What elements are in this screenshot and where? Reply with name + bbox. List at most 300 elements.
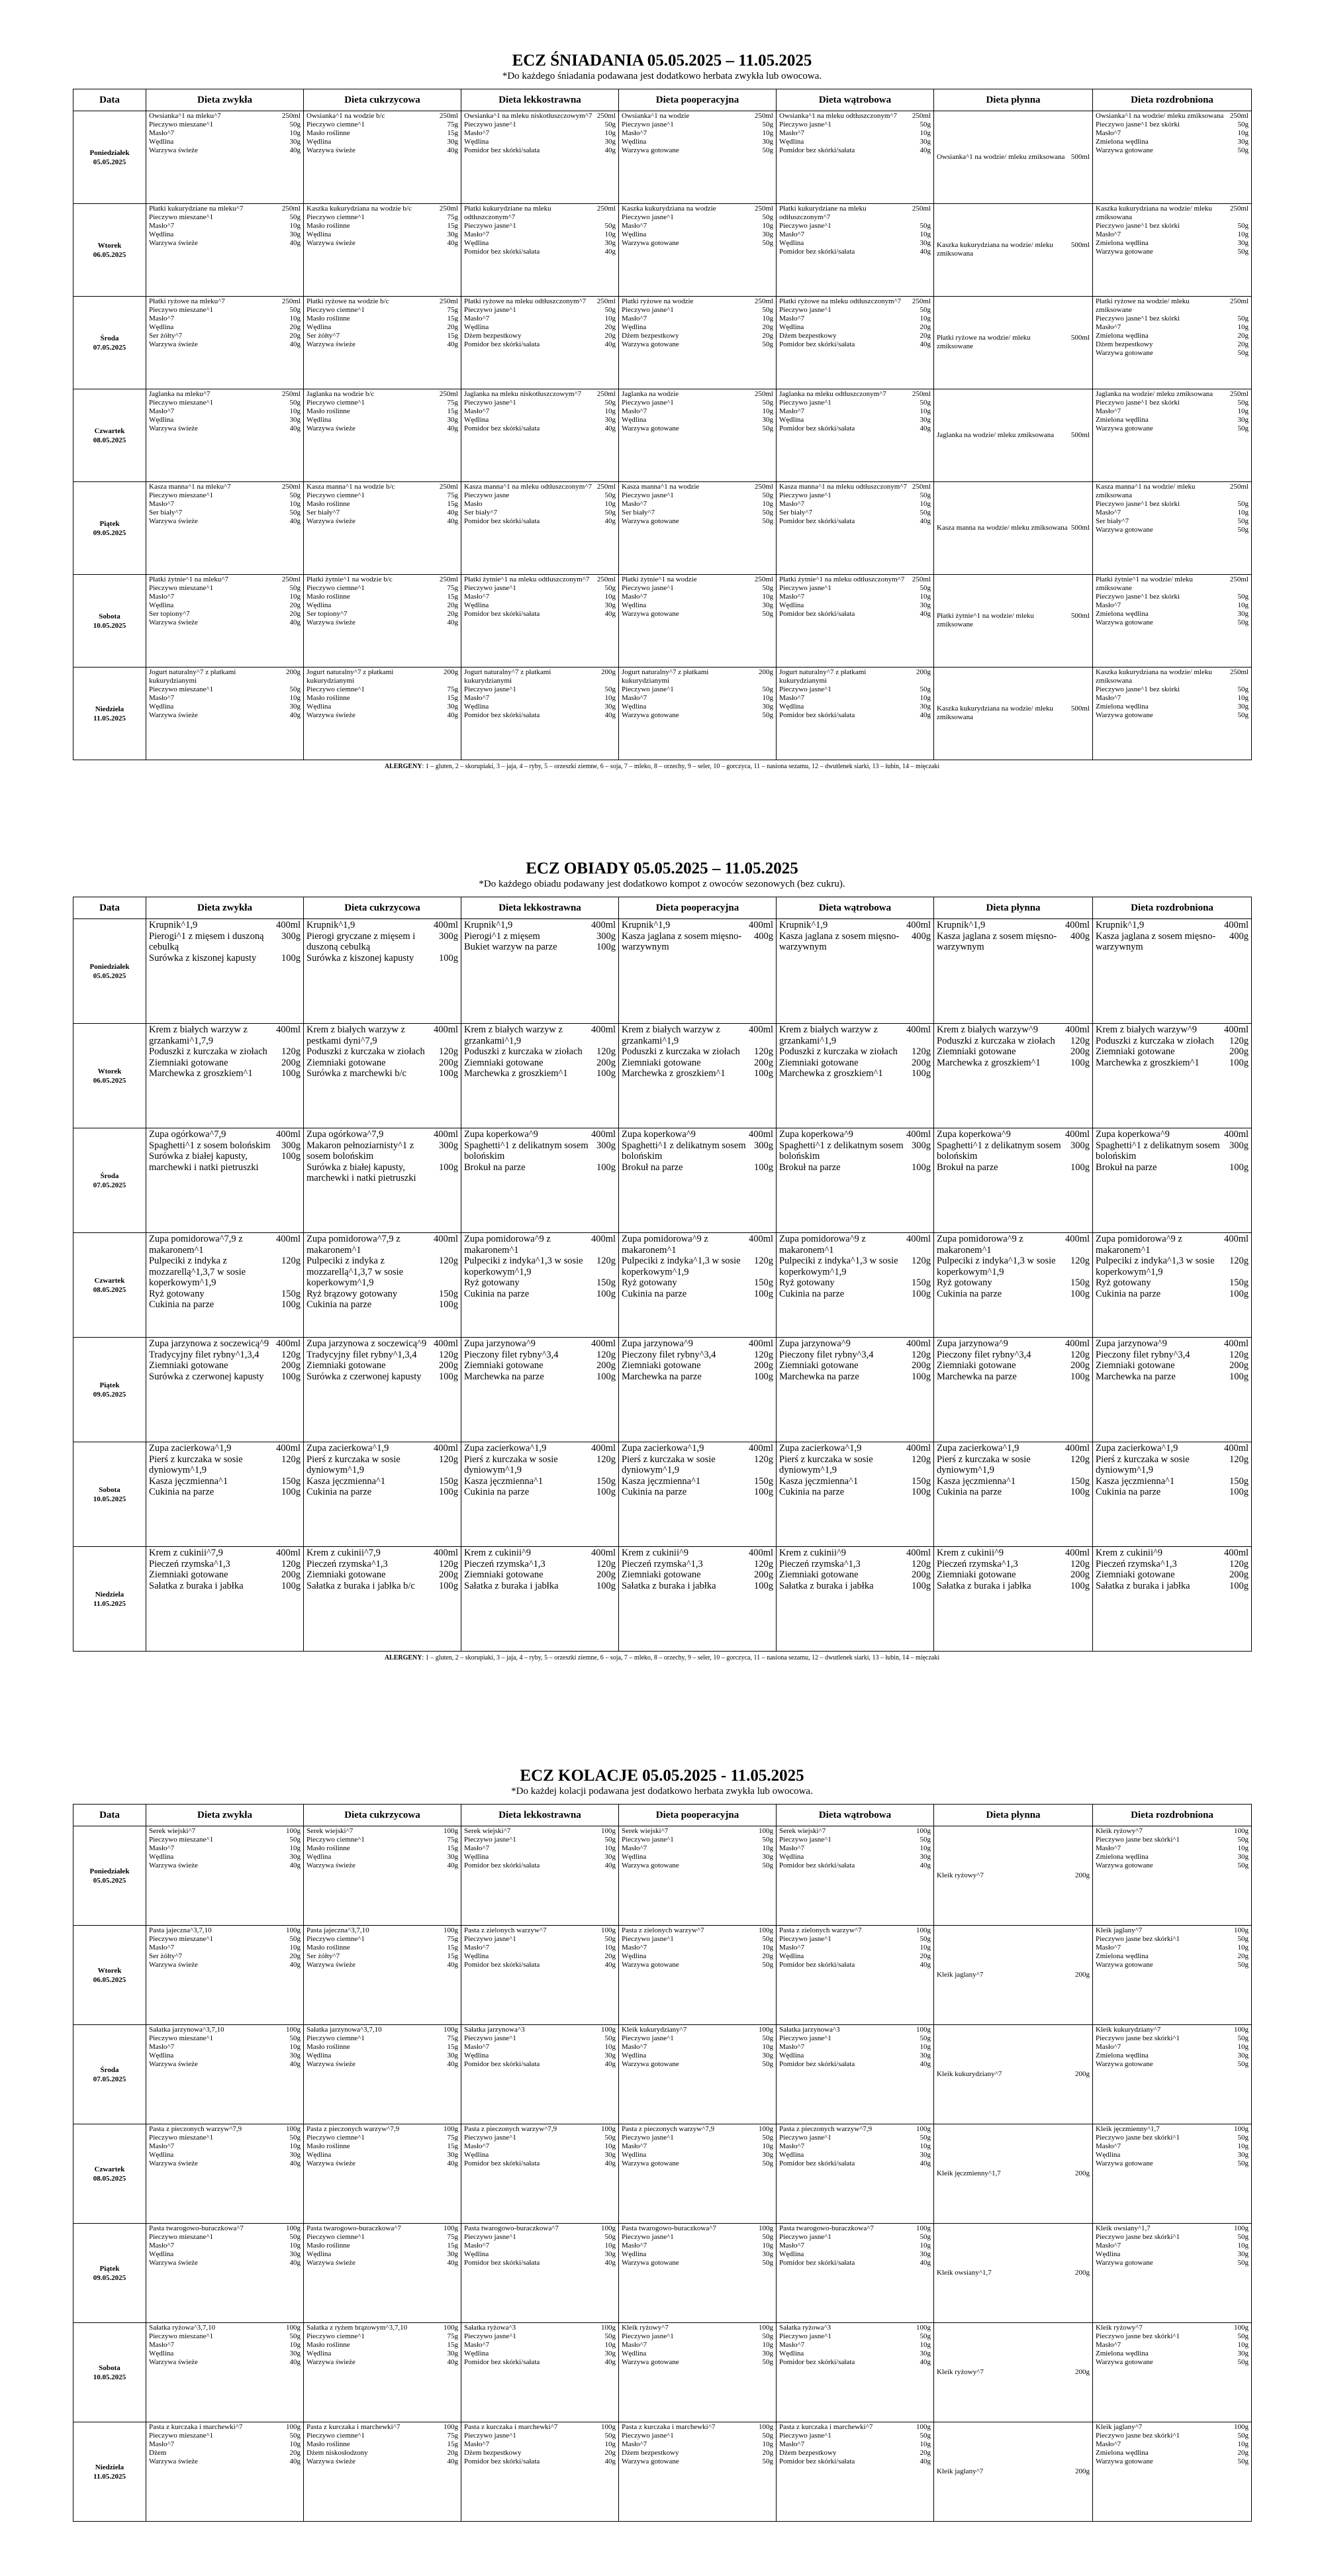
meal-item <box>1096 1836 1249 1844</box>
meal-cell <box>777 1547 934 1652</box>
meal-item <box>464 1289 616 1300</box>
menu-row <box>73 1128 1252 1233</box>
meal-item <box>937 1371 1090 1383</box>
meal-item <box>149 1559 301 1570</box>
meal-item <box>307 619 458 627</box>
meal-item-name: Wędlina <box>149 323 174 331</box>
meal-items <box>149 2324 301 2367</box>
day-cell <box>73 1024 146 1128</box>
meal-item-name: Pieczywo jasne^1 <box>779 306 831 314</box>
meal-item-name: Wędlina <box>149 416 174 424</box>
meal-item-name: Owsianka^1 na mleku odtłuszczonym^7 <box>779 112 898 120</box>
meal-item-quantity: 10g <box>604 2043 616 2051</box>
meal-item <box>307 1961 458 1969</box>
day-cell <box>73 389 146 482</box>
meal-item-name: Masło^7 <box>464 2242 490 2250</box>
meal-item-name: Poduszki z kurczaka w ziołach <box>622 1046 740 1057</box>
meal-item-name: Wędlina <box>464 2350 489 2357</box>
meal-item <box>622 509 773 517</box>
meal-item-quantity: 100g <box>1229 1487 1249 1497</box>
day-date: 05.05.2025 <box>93 971 126 980</box>
meal-item <box>1096 112 1249 121</box>
meal-cell <box>777 668 934 760</box>
meal-item <box>1096 332 1249 340</box>
meal-item-quantity: 20g <box>289 610 301 618</box>
meal-cell <box>777 1024 934 1128</box>
meal-item-name: Pomidor bez skórki/sałata <box>779 2159 855 2167</box>
meal-item-quantity: 100g <box>1234 1926 1249 1934</box>
meal-item-quantity: 50g <box>289 1836 301 1844</box>
meal-item-quantity: 400ml <box>1223 1024 1249 1035</box>
meal-item <box>149 1454 301 1476</box>
meal-item-quantity: 40g <box>289 1861 301 1869</box>
meal-cell <box>146 1826 304 1926</box>
meal-item <box>1096 703 1249 711</box>
meal-item-quantity: 400g <box>1070 930 1090 942</box>
meal-item-quantity: 400ml <box>906 1443 931 1454</box>
meal-item-quantity: 30g <box>1237 2250 1249 2258</box>
meal-items <box>937 1338 1090 1382</box>
meal-cell <box>304 1547 461 1652</box>
meal-item-quantity: 10g <box>762 694 773 702</box>
meal-item <box>307 584 458 593</box>
meal-item <box>622 2457 773 2466</box>
meal-item <box>307 2457 458 2466</box>
meal-item-name: Masło^7 <box>622 694 647 702</box>
meal-cell <box>146 1128 304 1233</box>
meal-cell <box>619 575 777 668</box>
meal-item-name: Kleik ryżowy^7 <box>1096 2324 1143 2332</box>
meal-item <box>1096 1853 1249 1861</box>
day-date: 08.05.2025 <box>93 436 126 444</box>
meal-item-quantity: 50g <box>762 2034 773 2042</box>
meal-item <box>622 390 773 399</box>
meal-item-name: Pieczywo jasne^1 <box>779 1836 831 1844</box>
meal-item-name: Surówka z czerwonej kapusty <box>307 1371 422 1382</box>
meal-item <box>307 1487 458 1498</box>
meal-item-name: Pasta z pieczonych warzyw^7,9 <box>307 2125 400 2133</box>
meal-item-name: Pieczywo jasne^1 <box>779 491 831 499</box>
meal-item <box>149 2052 301 2060</box>
column-header-diet: Dieta wątrobowa <box>777 1805 934 1826</box>
meal-item-name: Warzywa świeże <box>149 517 198 525</box>
meal-item-name: Ziemniaki gotowane <box>937 1046 1016 1057</box>
meal-item <box>779 1371 931 1383</box>
meal-item <box>779 491 931 500</box>
meal-item-quantity: 100g <box>444 2423 458 2431</box>
meal-item-quantity: 200g <box>281 1057 301 1068</box>
meal-item <box>779 248 931 256</box>
column-header-date: Data <box>73 1805 146 1826</box>
meal-item-name: Masło^7 <box>149 2142 175 2150</box>
meal-item <box>779 584 931 593</box>
meal-cell <box>304 297 461 389</box>
meal-item-name: Brokuł na parze <box>779 1162 841 1173</box>
meal-item-quantity: 100g <box>1229 1371 1249 1382</box>
meal-item <box>1096 230 1249 239</box>
meal-item <box>464 222 616 230</box>
meal-items <box>307 112 458 155</box>
meal-cell <box>619 1826 777 1926</box>
meal-item <box>1096 2134 1249 2142</box>
meal-item-name: Masło^7 <box>149 1844 175 1852</box>
meal-cell <box>146 389 304 482</box>
meal-item-quantity: 50g <box>762 584 773 592</box>
meal-item-name: Masło roślinne <box>307 593 350 601</box>
meal-item <box>149 2159 301 2168</box>
meal-item-quantity: 30g <box>604 2350 616 2357</box>
meal-item-quantity: 30g <box>447 2250 458 2258</box>
meal-item-quantity: 40g <box>920 711 931 719</box>
meal-item <box>307 1058 458 1069</box>
meal-item-quantity: 120g <box>1070 1558 1090 1569</box>
meal-item-quantity: 10g <box>920 2440 931 2448</box>
meal-item-name: Ziemniaki gotowane <box>149 1057 228 1068</box>
meal-item-name: Pieczywo jasne^1 <box>622 2332 674 2340</box>
meal-item <box>779 593 931 601</box>
meal-item-name: Wędlina <box>149 2151 174 2159</box>
meal-items <box>622 575 773 619</box>
meal-item-quantity: 100g <box>1229 1162 1249 1173</box>
meal-item-name: Kasza jęczmienna^1 <box>622 1475 701 1487</box>
meal-items <box>149 1129 301 1173</box>
meal-item-name: Masło^7 <box>622 2142 647 2150</box>
meal-items <box>622 205 773 248</box>
meal-item-quantity: 100g <box>1070 1580 1090 1591</box>
meal-cell <box>146 2124 304 2224</box>
meal-item-name: Wędlina <box>779 1952 804 1960</box>
meal-item-name: Pieczywo jasne bez skórki^1 <box>1096 2134 1180 2142</box>
meal-item <box>937 1140 1090 1162</box>
meal-item-name: Zmielona wędlina <box>1096 239 1149 247</box>
meal-item <box>149 2350 301 2358</box>
section-subtitle: *Do każdego śniadania podawana jest dodatkowo herbata zwykła lub owocowa. <box>502 71 822 81</box>
day-cell <box>73 1338 146 1442</box>
meal-item-quantity: 100g <box>1070 1487 1090 1497</box>
meal-item-name: Wędlina <box>149 2250 174 2258</box>
meal-item <box>149 2341 301 2350</box>
meal-item-quantity: 50g <box>604 222 616 230</box>
meal-item-quantity: 30g <box>920 1853 931 1861</box>
meal-item <box>1096 205 1249 222</box>
meal-item <box>464 2423 616 2432</box>
meal-item-quantity: 50g <box>762 424 773 432</box>
meal-cell <box>619 1024 777 1128</box>
meal-item <box>779 2324 931 2332</box>
meal-item-quantity: 50g <box>762 2134 773 2142</box>
meal-item-quantity: 30g <box>447 2350 458 2357</box>
meal-item-quantity: 10g <box>289 407 301 415</box>
meal-item-name: Warzywa gotowane <box>622 146 679 154</box>
meal-item-name: Krem z białych warzyw z grzankami^1,9 <box>622 1024 720 1046</box>
day-name: Sobota <box>99 2363 120 2372</box>
meal-cell <box>777 111 934 204</box>
meal-item-quantity: 200g <box>1229 1360 1249 1371</box>
meal-item-quantity: 10g <box>604 230 616 238</box>
meal-item-name: Wędlina <box>622 2151 647 2159</box>
meal-item-quantity: 40g <box>289 2358 301 2366</box>
allergen-legend-text: : 1 – gluten, 2 – skorupiaki, 3 – jaja, 4 – ryby, 5 – orzeszki ziemne, 6 – soja, 7 – mleko, 8 – orzechy, 9 – seler, 10 – gorczyca, 11 – nasiona sezamu, 12 – dwutlenek siarki, 13 – łubin, 14 – mięczaki <box>422 763 940 770</box>
day-name: Piątek <box>99 519 120 528</box>
meal-item-quantity: 200g <box>912 1057 931 1068</box>
meal-item-quantity: 30g <box>1237 610 1249 618</box>
meal-items <box>464 297 616 349</box>
meal-item-name: Pieczywo ciemne^1 <box>307 491 365 499</box>
meal-item <box>1096 1454 1249 1476</box>
meal-item-quantity: 50g <box>289 2233 301 2241</box>
meal-item-name: Zupa koperkowa^9 <box>779 1129 853 1140</box>
meal-item-name: Surówka z kiszonej kapusty <box>149 952 257 964</box>
meal-item <box>464 2233 616 2242</box>
meal-item <box>1096 2034 1249 2043</box>
meal-item-quantity: 50g <box>289 584 301 592</box>
meal-item-name: Kaszka kukurydziana na wodzie/ mleku zmiksowana <box>937 241 1053 258</box>
meal-item <box>149 399 301 407</box>
meal-item-quantity: 50g <box>289 1935 301 1943</box>
meal-item <box>307 297 458 306</box>
meal-item <box>1096 1827 1249 1836</box>
day-name: Czwartek <box>94 426 125 435</box>
meal-item <box>464 416 616 424</box>
meal-item-quantity: 300g <box>1070 1140 1090 1151</box>
meal-item-name: Ziemniaki gotowane <box>464 1360 544 1371</box>
meal-cell <box>1093 297 1252 389</box>
meal-cell <box>619 2323 777 2422</box>
meal-item <box>937 1289 1090 1300</box>
meal-item <box>1096 1935 1249 1944</box>
meal-item <box>464 138 616 146</box>
meal-item-name: Ziemniaki gotowane <box>464 1057 544 1068</box>
meal-item <box>307 509 458 517</box>
meal-item <box>149 953 301 964</box>
meal-item-name: Kasza jaglana z sosem mięsno-warzywnym <box>937 930 1057 952</box>
meal-item <box>622 205 773 213</box>
column-header-diet: Dieta zwykła <box>146 1805 304 1826</box>
meal-item-quantity: 30g <box>604 138 616 146</box>
meal-item-name: Marchewka z groszkiem^1 <box>779 1068 883 1079</box>
meal-item <box>1096 349 1249 358</box>
meal-item-quantity: 200g <box>754 1057 773 1068</box>
meal-item-quantity: 50g <box>920 2034 931 2042</box>
meal-items <box>307 2324 458 2367</box>
meal-item-name: Warzywa gotowane <box>1096 2457 1153 2465</box>
meal-item-quantity: 200g <box>601 668 616 676</box>
meal-item-name: Pieczywo jasne^1 <box>622 1836 674 1844</box>
meal-item-quantity: 50g <box>920 1935 931 1943</box>
meal-item-quantity: 50g <box>1237 711 1249 719</box>
meal-item-name: Sałatka jarzynowa^3 <box>464 2026 525 2034</box>
meal-cell <box>304 1926 461 2025</box>
meal-item <box>149 931 301 953</box>
meal-item <box>622 2242 773 2250</box>
meal-item-name: Wędlina <box>464 1853 489 1861</box>
meal-item-name: Warzywa gotowane <box>622 1861 679 1869</box>
meal-cell <box>777 1338 934 1442</box>
meal-item <box>937 1046 1090 1058</box>
meal-item <box>464 1944 616 1952</box>
meal-item-name: Sałatka z buraka i jabłka <box>937 1580 1031 1591</box>
day-name: Poniedziałek <box>89 962 130 971</box>
meal-item <box>937 334 1090 351</box>
meal-item-quantity: 30g <box>604 2250 616 2258</box>
meal-item-name: Warzywa gotowane <box>622 711 679 719</box>
meal-item-quantity: 200g <box>439 1057 458 1068</box>
meal-item <box>464 2043 616 2052</box>
meal-item-name: Zmielona wędlina <box>1096 416 1149 424</box>
meal-item-name: Pieczywo jasne^1 <box>464 2332 516 2340</box>
meal-items <box>464 2026 616 2069</box>
meal-item-name: Marchewka na parze <box>622 1371 702 1382</box>
meal-item-quantity: 30g <box>920 138 931 146</box>
meal-item <box>622 2159 773 2168</box>
meal-item-quantity: 50g <box>604 1935 616 1943</box>
meal-item-name: Krem z cukinii^9 <box>464 1548 532 1558</box>
meal-item-quantity: 100g <box>912 1580 931 1591</box>
meal-item <box>622 222 773 230</box>
meal-item-quantity: 50g <box>920 222 931 230</box>
meal-item <box>307 1162 458 1184</box>
meal-item-name: Pomidor bez skórki/sałata <box>464 2457 540 2465</box>
meal-cell <box>619 1233 777 1338</box>
meal-item-name: Wędlina <box>779 601 804 609</box>
meal-item-name: Wędlina <box>779 2350 804 2357</box>
meal-item <box>622 1289 773 1300</box>
meal-item-name: Krem z cukinii^9 <box>937 1548 1004 1558</box>
meal-item <box>1096 2151 1249 2159</box>
meal-item-quantity: 30g <box>447 138 458 146</box>
meal-item <box>622 2142 773 2151</box>
meal-item-quantity: 100g <box>754 1580 773 1591</box>
meal-item <box>149 601 301 610</box>
meal-item <box>622 2423 773 2432</box>
meal-item-name: Masło^7 <box>779 2043 805 2051</box>
meal-cell <box>1093 1926 1252 2025</box>
meal-cell <box>1093 1128 1252 1233</box>
meal-item-name: Masło^7 <box>149 694 175 702</box>
meal-cell <box>146 919 304 1024</box>
meal-items <box>622 920 773 953</box>
meal-item <box>779 399 931 407</box>
meal-items <box>307 1024 458 1079</box>
meal-item-name: Zupa jarzynowa^9 <box>622 1338 693 1349</box>
meal-item-quantity: 30g <box>1237 239 1249 247</box>
meal-item-name: Wędlina <box>307 703 332 711</box>
meal-item <box>464 248 616 256</box>
meal-cell <box>304 2422 461 2522</box>
meal-cell <box>619 2422 777 2522</box>
meal-item-name: Masło^7 <box>622 1844 647 1852</box>
meal-item-quantity: 200g <box>444 668 458 676</box>
meal-item-quantity: 200g <box>281 1569 301 1580</box>
meal-item <box>307 146 458 155</box>
meal-item <box>1096 1046 1249 1058</box>
meal-item <box>149 1360 301 1371</box>
meal-item <box>622 1256 773 1277</box>
meal-item-name: Wędlina <box>464 703 489 711</box>
meal-item <box>149 1068 301 1079</box>
meal-item-quantity: 10g <box>920 694 931 702</box>
meal-item-name: Płatki ryżowe na mleku odtłuszczonym^7 <box>779 297 902 305</box>
meal-item <box>149 1827 301 1836</box>
meal-item-quantity: 15g <box>447 694 458 702</box>
meal-item-name: Masło roślinne <box>307 500 350 508</box>
meal-item <box>149 1140 301 1152</box>
meal-items <box>779 920 931 953</box>
meal-item <box>1096 1058 1249 1069</box>
meal-item <box>1096 1036 1249 1047</box>
meal-item-name: Wędlina <box>149 703 174 711</box>
meal-item-name: Cukinia na parze <box>779 1288 845 1299</box>
meal-item-quantity: 10g <box>289 694 301 702</box>
day-name: Czwartek <box>94 2165 125 2173</box>
meal-item <box>149 297 301 306</box>
meal-items <box>307 1443 458 1498</box>
meal-item-quantity: 50g <box>1237 526 1249 534</box>
day-name: Niedziela <box>95 705 124 713</box>
meal-item-quantity: 250ml <box>281 205 301 213</box>
meal-item <box>1096 601 1249 610</box>
meal-item <box>779 1024 931 1046</box>
meal-item-name: Masło^7 <box>779 2142 805 2150</box>
meal-item-quantity: 10g <box>1237 2043 1249 2051</box>
day-name: Niedziela <box>95 2463 124 2471</box>
day-name: Niedziela <box>95 1590 124 1599</box>
meal-item <box>779 222 931 230</box>
meal-item-quantity: 40g <box>920 146 931 154</box>
meal-item <box>622 112 773 121</box>
meal-item-name: Warzywa gotowane <box>622 424 679 432</box>
meal-item-name: Pasta z pieczonych warzyw^7,9 <box>622 2125 715 2133</box>
meal-item-quantity: 400ml <box>748 1129 773 1140</box>
meal-item-quantity: 50g <box>1237 1861 1249 1869</box>
meal-cell <box>934 1547 1093 1652</box>
meal-item-quantity: 30g <box>1237 2151 1249 2159</box>
meal-item-quantity: 400ml <box>275 1443 301 1454</box>
column-header-date: Data <box>73 89 146 111</box>
meal-item-name: Zupa pomidorowa^7,9 z makaronem^1 <box>149 1234 243 1256</box>
meal-item-name: Zupa jarzynowa^9 <box>779 1338 851 1349</box>
meal-item-name: Zmielona wędlina <box>1096 2052 1149 2059</box>
day-name: Czwartek <box>94 1276 125 1285</box>
meal-cell <box>461 2323 619 2422</box>
meal-item-quantity: 40g <box>604 2358 616 2366</box>
meal-item <box>937 1971 1090 1979</box>
meal-cell <box>304 668 461 760</box>
column-header-diet: Dieta pooperacyjna <box>619 89 777 111</box>
meal-item-name: Pieczony filet rybny^3,4 <box>464 1349 559 1360</box>
meal-item <box>1096 2142 1249 2151</box>
meal-item-name: Warzywa świeże <box>307 711 355 719</box>
meal-item <box>307 306 458 315</box>
meal-items <box>937 1926 1090 2023</box>
meal-item-quantity: 50g <box>762 2060 773 2068</box>
meal-item-quantity: 40g <box>289 2060 301 2068</box>
meal-item-name: Masło^7 <box>622 1944 647 1952</box>
meal-item <box>779 1277 931 1289</box>
meal-item-quantity: 10g <box>762 500 773 508</box>
meal-item-name: Marchewka z groszkiem^1 <box>464 1068 568 1079</box>
meal-items <box>149 483 301 526</box>
meal-item-name: Zmielona wędlina <box>1096 332 1149 340</box>
meal-items <box>464 1926 616 1969</box>
meal-item-name: Warzywa świeże <box>307 517 355 525</box>
breakfast-menu-table <box>73 89 1252 760</box>
meal-item <box>149 2432 301 2440</box>
meal-item <box>622 2358 773 2367</box>
meal-item-quantity: 40g <box>447 711 458 719</box>
meal-item-name: Pieczywo ciemne^1 <box>307 1836 365 1844</box>
meal-item <box>464 1581 616 1592</box>
